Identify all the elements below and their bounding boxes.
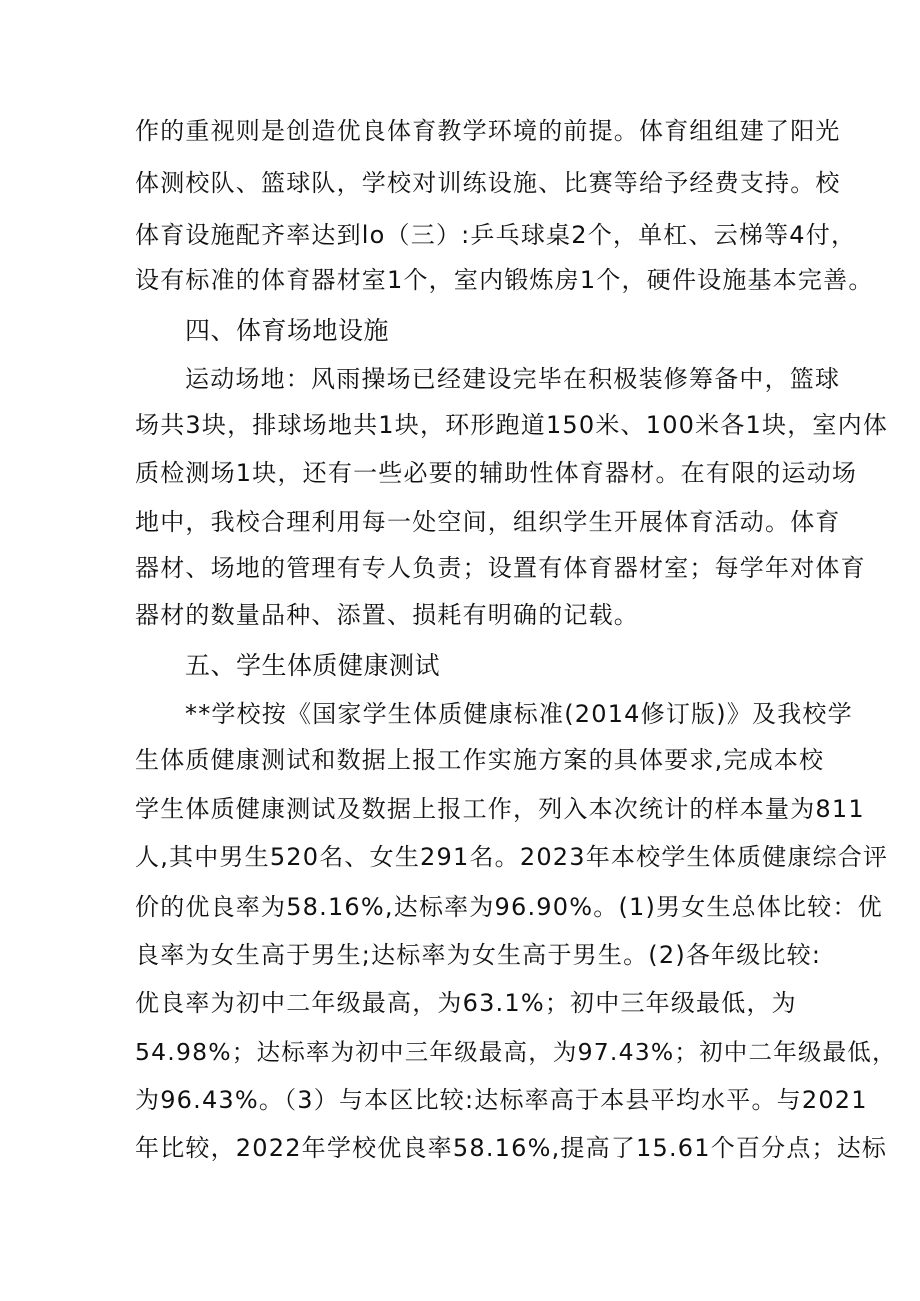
paragraph-1-line-3: 体育设施配齐率达到lo（三）:乒乓球桌2个，单杠、云梯等4付， — [135, 221, 857, 249]
paragraph-3-line-9: 为96.43%。（3）与本区比较:达标率高于本县平均水平。与2021 — [135, 1086, 868, 1114]
paragraph-3-line-5: 价的优良率为58.16%,达标率为96.90%。(1)男女生总体比较：优 — [135, 893, 883, 921]
paragraph-1-line-4: 设有标准的体育器材室1个，室内锻炼房1个，硬件设施基本完善。 — [135, 266, 874, 294]
section-heading-5: 五、学生体质健康测试 — [185, 651, 441, 680]
paragraph-3-line-7: 优良率为初中二年级最高，为63.1%；初中三年级最低，为 — [135, 989, 797, 1017]
paragraph-2-line-2: 场共3块，排球场地共1块，环形跑道150米、100米各1块，室内体 — [135, 411, 889, 439]
paragraph-2-line-6: 器材的数量品种、添置、损耗有明确的记载。 — [135, 601, 639, 629]
paragraph-3-line-10: 年比较，2022年学校优良率58.16%,提高了15.61个百分点；达标 — [135, 1134, 888, 1162]
paragraph-3-line-3: 学生体质健康测试及数据上报工作，列入本次统计的样本量为811 — [135, 795, 865, 823]
paragraph-2-line-3: 质检测场1块，还有一些必要的辅助性体育器材。在有限的运动场 — [135, 459, 858, 487]
section-heading-4: 四、体育场地设施 — [185, 316, 390, 345]
paragraph-1-line-2: 体测校队、篮球队，学校对训练设施、比赛等给予经费支持。校 — [135, 169, 841, 197]
paragraph-2-line-4: 地中，我校合理利用每一处空间，组织学生开展体育活动。体育 — [135, 508, 841, 536]
paragraph-1-line-1: 作的重视则是创造优良体育教学环境的前提。体育组组建了阳光 — [135, 117, 841, 145]
paragraph-3-line-2: 生体质健康测试和数据上报工作实施方案的具体要求,完成本校 — [135, 746, 825, 774]
paragraph-3-line-4: 人,其中男生520名、女生291名。2023年本校学生体质健康综合评 — [135, 843, 889, 871]
paragraph-3-line-6: 良率为女生高于男生;达标率为女生高于男生。(2)各年级比较: — [135, 941, 822, 969]
paragraph-2-line-5: 器材、场地的管理有专人负责；设置有体育器材室；每学年对体育 — [135, 554, 866, 582]
paragraph-3-line-8: 54.98%；达标率为初中三年级最高，为97.43%；初中二年级最低， — [135, 1038, 897, 1066]
paragraph-2-line-1: 运动场地：风雨操场已经建设完毕在积极装修筹备中，篮球 — [185, 365, 841, 393]
paragraph-3-line-1: **学校按《国家学生体质健康标准(2014修订版)》及我校学 — [185, 700, 853, 728]
